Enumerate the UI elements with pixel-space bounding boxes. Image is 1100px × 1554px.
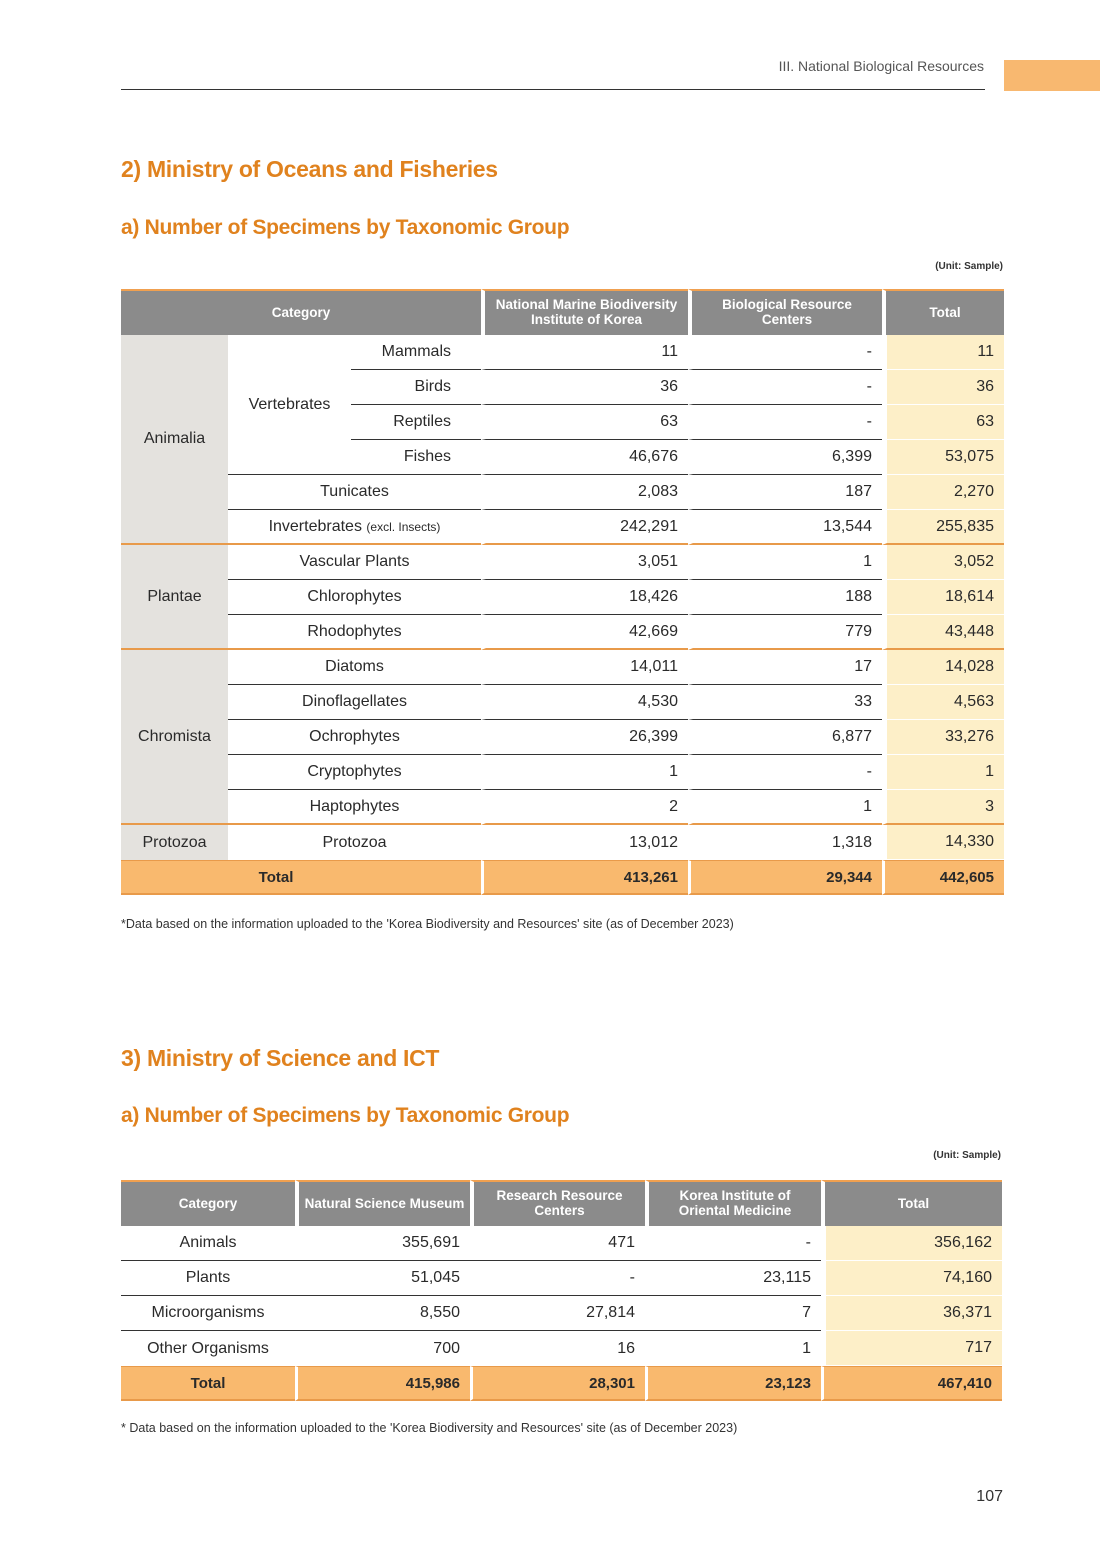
group-label: Chromista [121, 650, 228, 825]
table-row [121, 615, 1004, 650]
group-label: Protozoa [121, 825, 228, 860]
cell-value: 8,550 [295, 1296, 470, 1331]
cell-total: 36,371 [821, 1296, 1002, 1331]
row-label: Diatoms [228, 650, 481, 685]
table-row [121, 475, 1004, 510]
cell-value: 36 [481, 370, 688, 405]
cell-value: 63 [481, 405, 688, 440]
cell-total: 3,052 [882, 545, 1004, 580]
cell-value: 1 [688, 545, 882, 580]
cell-value: 6,877 [688, 720, 882, 755]
table-row [121, 825, 1004, 860]
total-label: Total [121, 860, 481, 895]
cell-value: - [688, 370, 882, 405]
table-row [121, 510, 1004, 545]
table-row [121, 1226, 1002, 1261]
header-tab [1004, 60, 1100, 91]
cell-total: 717 [821, 1331, 1002, 1366]
total-value: 23,123 [645, 1366, 821, 1401]
grand-total: 442,605 [882, 860, 1004, 895]
table-row [121, 755, 1004, 790]
cell-value: 11 [481, 335, 688, 370]
grand-total: 467,410 [821, 1366, 1002, 1401]
footnote: *Data based on the information uploaded to the 'Korea Biodiversity and Resources' site (as of December 2023) [121, 917, 734, 931]
cell-value: - [688, 755, 882, 790]
table-row [121, 1331, 1002, 1366]
cell-total: 74,160 [821, 1261, 1002, 1296]
cell-value: 13,012 [481, 825, 688, 860]
section-title: 3) Ministry of Science and ICT [121, 1045, 440, 1071]
section-subtitle: a) Number of Specimens by Taxonomic Group [121, 216, 570, 239]
row-label: Mammals [351, 335, 481, 370]
table-row [121, 580, 1004, 615]
cell-value: 1 [688, 790, 882, 825]
cell-value: 1 [481, 755, 688, 790]
cell-total: 3 [882, 790, 1004, 825]
cell-value: - [688, 405, 882, 440]
section-subtitle: a) Number of Specimens by Taxonomic Group [121, 1104, 570, 1127]
cell-value: 17 [688, 650, 882, 685]
cell-value: 355,691 [295, 1226, 470, 1261]
table-row [121, 545, 1004, 580]
specimens-table-science [121, 1180, 1002, 1401]
total-value: 29,344 [688, 860, 882, 895]
row-label: Plants [121, 1261, 295, 1296]
column-header: National Marine Biodiversity Institute of Korea [481, 289, 688, 335]
cell-value: 4,530 [481, 685, 688, 720]
cell-value: - [688, 335, 882, 370]
cell-value: - [645, 1226, 821, 1261]
table-header-row [121, 1180, 1002, 1226]
table-row [121, 720, 1004, 755]
cell-value: 1,318 [688, 825, 882, 860]
row-label: Fishes [351, 440, 481, 475]
cell-value: 7 [645, 1296, 821, 1331]
cell-value: 242,291 [481, 510, 688, 545]
table-total-row [121, 1366, 1002, 1401]
table-row [121, 790, 1004, 825]
cell-total: 14,330 [882, 825, 1004, 860]
table-row [121, 1261, 1002, 1296]
column-header: Category [121, 1180, 295, 1226]
row-label: Tunicates [228, 475, 481, 510]
cell-total: 11 [882, 335, 1004, 370]
row-label: Birds [351, 370, 481, 405]
row-label: Microorganisms [121, 1296, 295, 1331]
cell-total: 255,835 [882, 510, 1004, 545]
row-label: Cryptophytes [228, 755, 481, 790]
row-label: Rhodophytes [228, 615, 481, 650]
row-label: Dinoflagellates [228, 685, 481, 720]
footnote: * Data based on the information uploaded to the 'Korea Biodiversity and Resources' site (as of December 2023) [121, 1421, 738, 1435]
row-label-text: Invertebrates [268, 517, 362, 535]
cell-value: 42,669 [481, 615, 688, 650]
cell-total: 1 [882, 755, 1004, 790]
cell-total: 33,276 [882, 720, 1004, 755]
group-label: Animalia [121, 335, 228, 545]
total-value: 415,986 [295, 1366, 470, 1401]
cell-value: 471 [470, 1226, 645, 1261]
cell-value: 1 [802, 1339, 811, 1357]
unit-label: (Unit: Sample) [933, 1150, 1001, 1161]
total-value: 28,301 [470, 1366, 645, 1401]
cell-value: 14,011 [481, 650, 688, 685]
cell-value: 13,544 [688, 510, 882, 545]
cell-total: 2,270 [882, 475, 1004, 510]
table-row [121, 650, 1004, 685]
cell-total: 36 [882, 370, 1004, 405]
column-header: Total [821, 1180, 1002, 1226]
row-label: Chlorophytes [228, 580, 481, 615]
column-header: Category [121, 289, 481, 335]
running-head: III. National Biological Resources [778, 58, 984, 74]
row-label: Animals [121, 1226, 295, 1261]
total-value: 413,261 [481, 860, 688, 895]
cell-total: 43,448 [882, 615, 1004, 650]
cell-value: 23,115 [645, 1261, 821, 1296]
header-rule [121, 89, 985, 90]
row-label: Vascular Plants [228, 545, 481, 580]
unit-label: (Unit: Sample) [935, 261, 1003, 272]
table-total-row [121, 860, 1004, 895]
group-label: Plantae [121, 545, 228, 650]
row-label: Ochrophytes [228, 720, 481, 755]
subgroup-label: Vertebrates [228, 335, 351, 475]
cell-value: 18,426 [481, 580, 688, 615]
cell-value: 26,399 [481, 720, 688, 755]
cell-total: 4,563 [882, 685, 1004, 720]
cell-value: 27,814 [470, 1296, 645, 1331]
column-header: Natural Science Museum [295, 1180, 470, 1226]
table-row [121, 685, 1004, 720]
section-title: 2) Ministry of Oceans and Fisheries [121, 156, 498, 182]
table-row [121, 335, 1004, 370]
cell-value: 700 [433, 1339, 460, 1357]
row-label: Protozoa [322, 833, 387, 851]
cell-value: 188 [688, 580, 882, 615]
table-header-row [121, 289, 1004, 335]
cell-value: 3,051 [481, 545, 688, 580]
cell-total: 53,075 [882, 440, 1004, 475]
table-row [121, 1296, 1002, 1331]
cell-value: 33 [688, 685, 882, 720]
specimens-table-oceans [121, 289, 1004, 895]
column-header: Research Resource Centers [470, 1180, 645, 1226]
cell-value: 6,399 [688, 440, 882, 475]
row-label [228, 510, 481, 545]
row-label: Reptiles [351, 405, 481, 440]
cell-value: 2,083 [481, 475, 688, 510]
column-header: Korea Institute of Oriental Medicine [645, 1180, 821, 1226]
cell-total: 14,028 [882, 650, 1004, 685]
total-label: Total [121, 1366, 295, 1401]
row-label: Haptophytes [228, 790, 481, 825]
column-header: Biological Resource Centers [688, 289, 882, 335]
cell-total: 18,614 [882, 580, 1004, 615]
row-label: Other Organisms [147, 1339, 269, 1357]
cell-value: 779 [688, 615, 882, 650]
cell-total: 63 [882, 405, 1004, 440]
row-label-note: (excl. Insects) [366, 519, 441, 534]
cell-total: 356,162 [821, 1226, 1002, 1261]
cell-value: 46,676 [481, 440, 688, 475]
cell-value: 16 [617, 1339, 635, 1357]
column-header: Total [882, 289, 1004, 335]
cell-value: 187 [688, 475, 882, 510]
cell-value: - [470, 1261, 645, 1296]
cell-value: 2 [481, 790, 688, 825]
cell-value: 51,045 [295, 1261, 470, 1296]
page-number: 107 [976, 1488, 1003, 1505]
